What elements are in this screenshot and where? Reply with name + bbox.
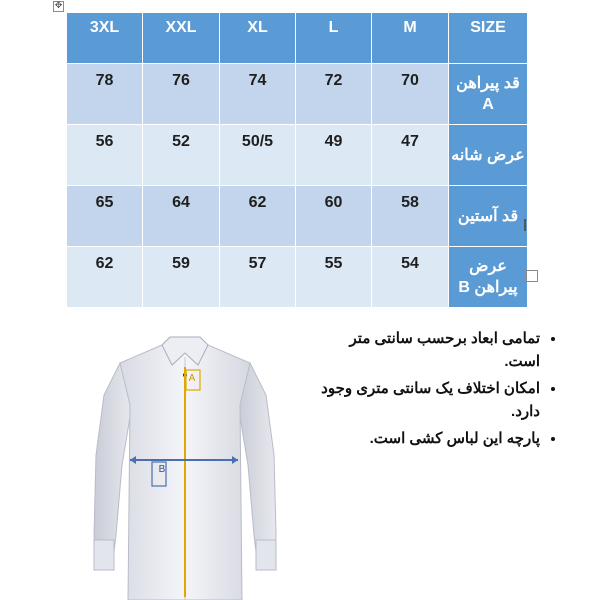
measure-b-label: B: [158, 464, 166, 475]
table-cell: 59: [143, 247, 220, 308]
table-cell: 62: [67, 247, 143, 308]
table-row: [67, 125, 528, 186]
table-resize-handle[interactable]: [526, 270, 538, 282]
table-cell: 76: [143, 64, 220, 125]
row-label: قد پیراهن A: [449, 64, 528, 125]
table-cell: 62: [220, 186, 296, 247]
table-cell: 58: [372, 186, 449, 247]
table-cell: 64: [143, 186, 220, 247]
row-label: قد آستین: [449, 186, 528, 247]
table-cell: 49: [296, 125, 372, 186]
table-row: [67, 64, 528, 125]
measure-a-label: A: [188, 373, 196, 384]
table-cell: 57: [220, 247, 296, 308]
note-item: • امکان اختلاف یک سانتی متری وجود دارد.: [320, 377, 540, 423]
column-header: M: [372, 13, 449, 64]
column-header: XXL: [143, 13, 220, 64]
table-cell: 70: [372, 64, 449, 125]
table-move-handle-icon[interactable]: ✥: [54, 1, 63, 11]
table-cell: 72: [296, 64, 372, 125]
table-cell: 60: [296, 186, 372, 247]
table-cell: 65: [67, 186, 143, 247]
row-label: عرض شانه: [449, 125, 528, 186]
table-cell: 78: [67, 64, 143, 125]
table-row: [67, 247, 528, 308]
table-cell: 50/5: [220, 125, 296, 186]
table-row: [67, 186, 528, 247]
note-item: • تمامی ابعاد برحسب سانتی متر است.: [320, 327, 540, 373]
table-cell: 56: [67, 125, 143, 186]
column-header: L: [296, 13, 372, 64]
shirt-image: [90, 335, 280, 600]
notes-list: [320, 327, 556, 454]
size-table: [66, 12, 528, 308]
table-cell: 47: [372, 125, 449, 186]
row-label: عرض پیراهن B: [449, 247, 528, 308]
table-cell: 55: [296, 247, 372, 308]
note-item: • پارچه این لباس کشی است.: [320, 427, 540, 450]
table-cell: 52: [143, 125, 220, 186]
column-header-size: SIZE: [449, 13, 528, 64]
table-cell: 74: [220, 64, 296, 125]
shirt-illustration: [90, 335, 280, 600]
table-cell: 54: [372, 247, 449, 308]
table-header-row: [67, 13, 528, 64]
column-header: XL: [220, 13, 296, 64]
column-header: 3XL: [67, 13, 143, 64]
table-edge-marker: [524, 219, 526, 231]
